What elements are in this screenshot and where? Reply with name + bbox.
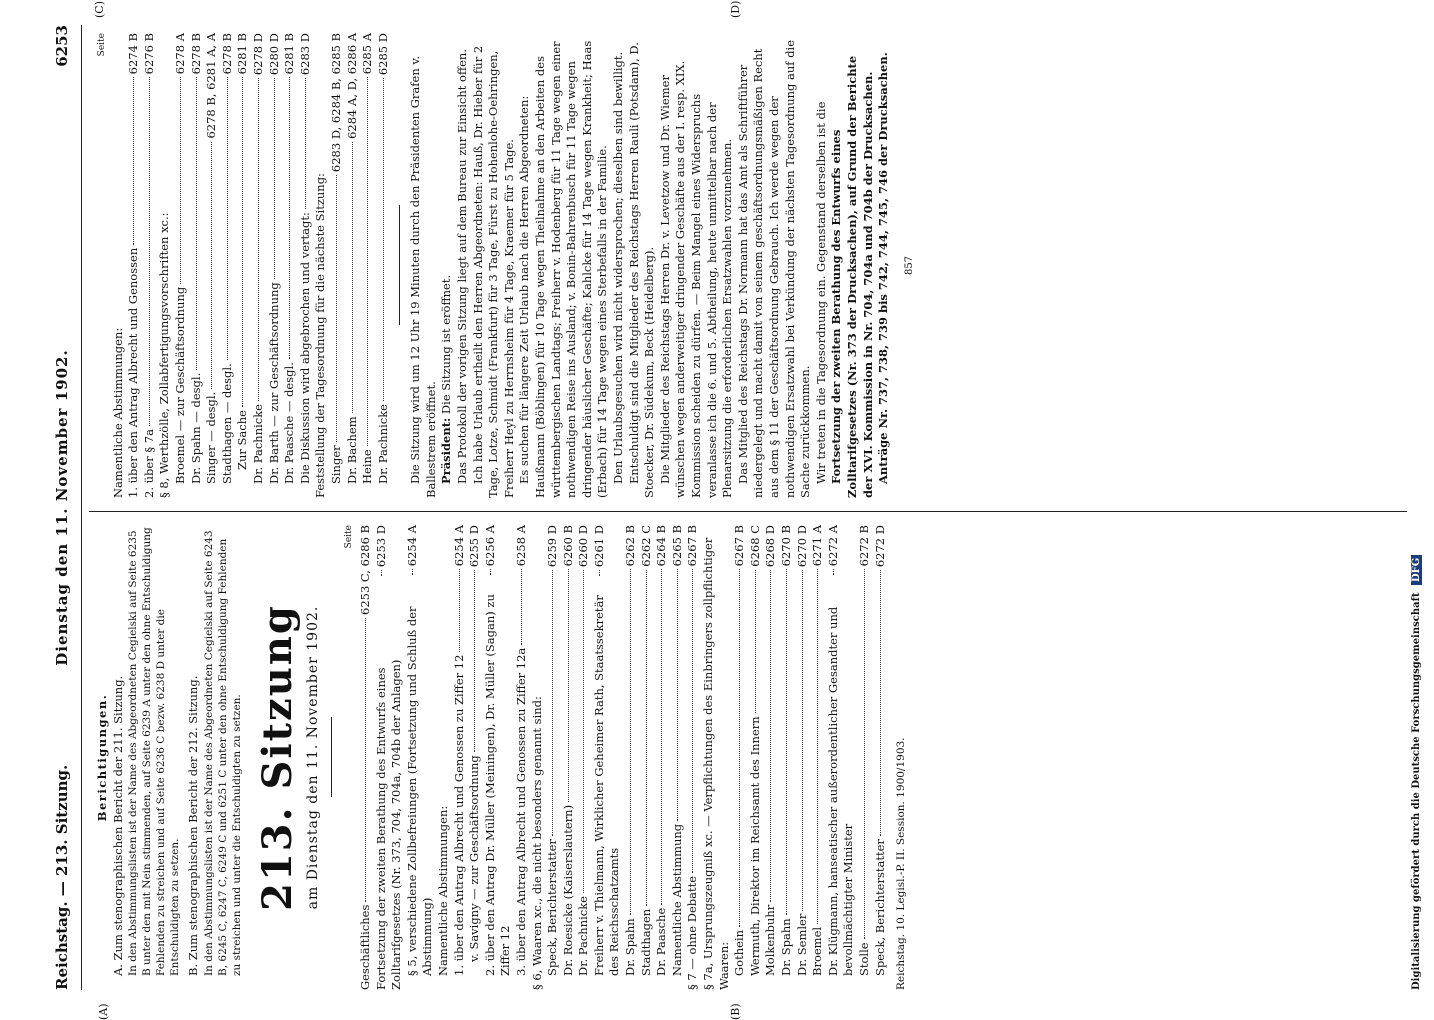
toc-entry xyxy=(514,525,530,990)
toc-dot-leader xyxy=(568,569,569,802)
toc-entry xyxy=(654,525,670,990)
toc-entry xyxy=(685,525,701,990)
toc-entry-text: Dr. Barth — zur Geschäftsordnung xyxy=(266,282,281,484)
column-divider xyxy=(89,511,1407,512)
digitization-note xyxy=(1411,555,1422,990)
margin-A: (A) xyxy=(97,1003,110,1020)
toc-entry xyxy=(810,525,826,990)
toc-dot-leader xyxy=(490,569,491,575)
toc-entry xyxy=(530,525,546,990)
toc-entry-page: 6281 B xyxy=(235,33,250,75)
body-paragraph-text: Die Sitzung wird um 12 Uhr 19 Minuten durch den Präsidenten Grafen v. Ballestrem eröffnet. xyxy=(408,55,438,498)
toc-entry xyxy=(826,525,857,990)
toc-entry-text: Dr. Pachnicke xyxy=(375,404,390,484)
toc-entry-page: 6285 A xyxy=(360,33,375,75)
toc-entry-text: 3. über den Antrag Albrecht und Genossen zu Ziffer 12a xyxy=(513,647,528,976)
toc-dot-leader xyxy=(521,569,522,644)
toc-entry-text: Stadthagen xyxy=(638,908,653,976)
toc-entry-text: 2. über § 7a xyxy=(141,429,156,498)
toc-entry xyxy=(235,33,251,498)
body-paragraph-text: Entschuldigt sind die Mitglieder des Reichstags Herren Rauli (Potsdam), D. Stoecker, Dr. Südekum, Beck (Heidelberg). xyxy=(626,42,657,498)
toc-entry-page: 6278 B xyxy=(219,33,234,75)
toc-dot-leader xyxy=(864,569,865,939)
margin-B: (B) xyxy=(729,1003,742,1020)
toc-dot-leader xyxy=(365,618,366,902)
toc-entry xyxy=(298,33,314,498)
toc-entry-text: Singer — desgl. xyxy=(204,391,219,484)
toc-entry-text: § 7 — ohne Debatte xyxy=(685,875,700,990)
header-rule xyxy=(81,25,82,990)
toc-entry xyxy=(670,525,686,990)
toc-entry-page: 6272 A xyxy=(825,525,840,567)
toc-entry xyxy=(313,33,329,498)
toc-dot-leader xyxy=(474,570,475,752)
toc-entry-page: 6253 C, 6286 B xyxy=(357,525,372,615)
body-paragraph-text: Wir treten in die Tagesordnung ein. Gegenstand derselben ist die xyxy=(813,101,828,484)
toc-entry xyxy=(173,33,189,498)
toc-entry-page: 6278 A xyxy=(172,33,187,75)
toc-entry-page: 6254 A xyxy=(451,525,466,567)
toc-entry-text: Geschäftliches xyxy=(357,904,372,990)
toc-entry xyxy=(374,525,405,990)
toc-dot-leader xyxy=(336,175,337,442)
toc-entry-text: Dr. Pachnicke xyxy=(250,404,265,484)
body-paragraph xyxy=(736,33,814,498)
header-left: Reichstag. — 213. Sitzung. xyxy=(53,764,71,990)
toc-entry xyxy=(345,33,361,498)
toc-entry xyxy=(545,525,561,990)
toc-entry xyxy=(732,525,748,990)
toc-entry-page: 6262 B xyxy=(623,525,638,567)
margin-D: (D) xyxy=(729,0,742,18)
session-body xyxy=(408,33,891,498)
toc-entry xyxy=(623,525,639,990)
body-paragraph-text: Die Sitzung ist eröffnet. xyxy=(439,274,454,415)
body-paragraph xyxy=(658,33,736,498)
toc-dot-leader xyxy=(583,570,584,893)
toc-entry-text: Namentliche Abstimmung xyxy=(669,823,684,976)
toc-entry xyxy=(157,33,173,498)
toc-entry-text: § 5, verschiedene Zollbefreiungen (Fortsetzung und Schluß der Abstimmung) xyxy=(404,606,435,976)
left-column xyxy=(95,525,910,990)
toc-entry-page: 6274 B xyxy=(126,33,141,75)
toc-dot-leader xyxy=(367,77,368,446)
toc-entry-text: Stadthagen — desgl. xyxy=(219,363,234,484)
toc-entry xyxy=(360,33,376,498)
toc-entry-text: § 8, Werthzölle, Zollabfertigungsvorschriften xc.: xyxy=(157,212,172,498)
body-paragraph xyxy=(829,33,876,498)
footer-left: Reichstag. 10. Legisl.-P. II. Session. 1900/1903. xyxy=(895,737,908,990)
body-paragraph-text: Es suchen für längere Zeit Urlaub nach die Herren Abgeordneten: Haußmann (Böblingen) für 10 Tage wegen Theilnahme an den Arbeiten des württembergischen Landtags; Freiherr v. Hodenberg für 11 Tage wegen einer nothwendigen Reise ins Ausland; v. Bonin-Bahrenbusch für 11 Tage wegen dringender häuslicher Geschäfte; Kahlcke für 14 Tage wegen Krankheit; Haas (Erbach) für 14 Tage wegen eines Sterbefalls in der Familie. xyxy=(517,40,610,498)
toc-entry-page: 6264 B xyxy=(654,525,669,567)
toc-dot-leader xyxy=(755,570,756,714)
toc-entry-page: 6272 D xyxy=(872,525,887,568)
toc-entry-text: Dr. Semler xyxy=(794,913,809,976)
toc-entry-text: Zur Sache xyxy=(235,410,250,470)
toc-dot-leader xyxy=(352,142,353,413)
toc-dot-leader xyxy=(196,77,197,369)
toc-dot-leader xyxy=(817,569,818,924)
toc-entry xyxy=(639,525,655,990)
toc-entry-page: 6278 B, 6281 A, A xyxy=(204,33,219,139)
margin-C: (C) xyxy=(93,1,106,18)
page-header xyxy=(45,25,81,990)
toc-entry xyxy=(189,33,205,498)
toc-dot-leader xyxy=(258,78,259,401)
toc-entry xyxy=(452,525,468,990)
toc-entry-text: Dr. Paasche — desgl. xyxy=(282,362,297,484)
toc-dot-leader xyxy=(242,77,243,407)
toc-entry-page: 6267 B xyxy=(732,525,747,567)
toc-dot-leader xyxy=(802,570,803,911)
toc-dot-leader xyxy=(211,142,212,389)
toc-entry xyxy=(267,33,283,498)
toc-entry-text: Dr. Klügmann, hanseatischer außerordentlicher Gesandter und bevollmächtigter Minister xyxy=(825,606,856,976)
toc-dot-leader xyxy=(149,77,150,426)
toc-entry-page: 6256 A xyxy=(482,525,497,567)
toc-entry xyxy=(111,33,127,498)
toc-entry-page: 6262 C xyxy=(638,525,653,567)
toc-dot-leader xyxy=(739,569,740,927)
toc-entry xyxy=(795,525,811,990)
toc-entry xyxy=(467,525,483,990)
toc-entry-text: v. Savigny — zur Geschäftsordnung xyxy=(467,755,482,962)
toc-entry-page: 6270 B xyxy=(779,525,793,567)
toc-entry-text: 1. über den Antrag Albrecht und Genossen zu Ziffer 12 xyxy=(451,654,466,976)
toc-entry xyxy=(251,33,267,498)
body-paragraph-text: Anträge Nr. 737, 738, 739 bis 742, 744, 745, 746 der Drucksachen. xyxy=(876,52,891,484)
body-paragraph xyxy=(439,33,455,498)
toc-entry-page: 6254 A xyxy=(404,525,419,567)
toc-entry-page: 6280 D xyxy=(266,33,281,76)
toc-entry-text: Die Diskussion wird abgebrochen und vertagt: xyxy=(297,212,312,484)
toc-dot-leader xyxy=(770,570,771,902)
body-paragraph xyxy=(471,33,518,498)
dfg-badge: DFG xyxy=(1411,555,1422,585)
table-of-contents-continued xyxy=(111,33,392,498)
body-paragraph xyxy=(627,33,658,498)
header-page-number: 6253 xyxy=(53,25,71,67)
toc-entry xyxy=(576,525,592,990)
body-paragraph xyxy=(876,33,892,498)
toc-dot-leader xyxy=(880,570,881,836)
body-paragraph xyxy=(517,33,611,498)
toc-entry-page: 6268 D xyxy=(763,525,778,568)
toc-entry-text: 2. über den Antrag Dr. Müller (Meiningen), Dr. Müller (Sagan) zu Ziffer 12 xyxy=(482,594,513,976)
document-page xyxy=(45,0,1430,1020)
toc-dot-leader xyxy=(833,569,834,575)
toc-entry-text: Speck, Berichterstatter xyxy=(872,839,887,976)
toc-entry xyxy=(204,33,220,498)
toc-dot-leader xyxy=(692,569,693,873)
toc-entry-page: 6285 D xyxy=(375,33,390,76)
body-paragraph-text: Das Mitglied des Reichstags Dr. Normann hat das Amt als Schriftführer niedergelegt und macht damit von seinem geschäftsordnungsmäßigen Recht aus dem § 11 der Geschäftsordnung Gebrauch. Ich werde wegen der nothwendigen Ersatzwahl bei Verkündung der nächsten Tagesordnung auf die Sache zurückkommen. xyxy=(735,39,813,498)
toc-dot-leader xyxy=(412,569,413,575)
corrections-b-body: In den Abstimmungslisten ist der Name des Abgeordneten Cegielski auf Seite 6243 B, 6245 C, 6247 C, 6249 C und 6251 C unter den ohne Entschuldigung Fehlenden zu streichen und unter die Entschuldigten zu setzen. xyxy=(202,530,243,976)
toc-entry-page: 6265 B xyxy=(669,525,684,567)
toc-entry xyxy=(436,525,452,990)
toc-dot-leader xyxy=(289,77,290,359)
toc-entry xyxy=(376,33,392,498)
toc-entry-page: 6283 D, 6284 B, 6285 B xyxy=(328,33,343,173)
toc-entry-text: Dr. Roesicke (Kaiserslautern) xyxy=(560,804,575,976)
toc-entry xyxy=(483,525,514,990)
toc-entry xyxy=(358,525,374,990)
section-rule xyxy=(399,206,400,326)
toc-dot-leader xyxy=(786,569,787,915)
toc-dot-leader xyxy=(459,569,460,651)
toc-entry-text: Feststellung der Tagesordnung für die nächste Sitzung: xyxy=(313,173,328,498)
speaker-label: Präsident: xyxy=(439,417,454,484)
body-paragraph-text: Fortsetzung der zweiten Berathung des Entwurfs eines Zolltarifgesetzes (Nr. 373 der Drucksachen), auf Grund der Berichte der XVI. Kommission in Nr. 704, 704a und 704b der Drucksachen. xyxy=(829,55,875,498)
toc-entry-text: Gothein xyxy=(732,929,747,976)
toc-entry-page: 6268 C xyxy=(747,525,762,567)
right-column xyxy=(95,33,917,498)
toc-entry-text: Dr. Pachnicke xyxy=(576,896,591,976)
corrections-title: Berichtigungen. xyxy=(95,693,109,822)
toc-entry-text: Namentliche Abstimmungen: xyxy=(110,327,125,498)
body-paragraph-text: Den Urlaubsgesuchen wird nicht widersprochen; dieselben sind bewilligt. xyxy=(611,51,625,484)
seite-label-right: Seite xyxy=(97,33,107,57)
toc-entry xyxy=(779,525,795,990)
toc-entry-text: § 6, Waaren xc., die nicht besonders genannt sind: xyxy=(529,696,544,990)
toc-entry-text: Dr. Spahn xyxy=(779,918,793,976)
toc-dot-leader xyxy=(383,78,384,401)
toc-dot-leader xyxy=(133,77,134,244)
toc-entry-text: Fortsetzung der zweiten Berathung des Entwurfs eines Zolltarifgesetzes (Nr. 373, 704, 704a, 704b der Anlagen) xyxy=(373,659,404,990)
body-paragraph xyxy=(408,33,439,498)
body-paragraph xyxy=(611,33,627,498)
toc-entry xyxy=(873,525,889,990)
toc-entry-text: Freiherr v. Thielmann, Wirklicher Geheimer Rath, Staatssekretär des Reichsschatzamts xyxy=(591,595,622,976)
header-center: Dienstag den 11. November 1902. xyxy=(53,349,71,666)
toc-entry-page: 6284 A, D, 6286 A xyxy=(344,33,359,139)
toc-entry xyxy=(561,525,577,990)
seite-label-left: Seite xyxy=(344,525,355,549)
body-paragraph xyxy=(455,33,471,498)
toc-entry-page: 6278 D xyxy=(250,33,265,76)
toc-entry-page: 6276 B xyxy=(141,33,156,75)
toc-entry-text: Stolle xyxy=(856,942,871,976)
body-paragraph xyxy=(814,33,830,498)
toc-dot-leader xyxy=(180,77,181,284)
toc-entry xyxy=(329,33,345,498)
toc-entry xyxy=(220,33,236,498)
toc-entry-text: Namentliche Abstimmungen: xyxy=(435,805,450,976)
body-paragraph-text: Die Mitglieder des Reichstags Herren Dr. v. Levetzow und Dr. Wiemer wünschen wegen anderweitiger dringender Geschäfte aus der I. resp. XIX. Kommission scheiden zu dürfen. — Beim Mangel eines Widerspruchs veranlasse ich die 6. und 5. Abtheilung, heute unmittelbar nach der Plenarsitzung die erforderlichen Ersatzwahlen vorzunehmen. xyxy=(657,60,735,498)
page-code: 857 xyxy=(903,255,915,276)
corrections-a-heading: A. Zum stenographischen Bericht der 211. Sitzung. xyxy=(110,675,125,976)
toc-entry-page: 6255 D xyxy=(467,525,482,568)
toc-entry-text: Heine xyxy=(360,449,375,484)
toc-entry-text: Wermuth, Direktor im Reichsamt des Innern xyxy=(747,716,762,976)
toc-entry-page: 6253 D xyxy=(373,525,388,568)
toc-entry-text: Dr. Spahn xyxy=(623,918,638,976)
toc-entry-page: 6260 D xyxy=(576,525,591,568)
corrections-a-body: In den Abstimmungslisten ist der Name des Abgeordneten Cegielski auf Seite 6235 B unter den mit Nein stimmenden, auf Seite 6239 A unter den ohne Entschuldigung Fehlenden zu streichen und auf Seite 6236 C bezw. 6238 D unter die Entschuldigten zu setzen. xyxy=(127,527,182,976)
toc-entry xyxy=(592,525,623,990)
toc-entry-text: Dr. Spahn — desgl. xyxy=(188,372,203,484)
toc-entry-page: 6272 B xyxy=(856,525,871,567)
toc-entry-page: 6278 B xyxy=(188,33,203,75)
toc-entry-text: Broemel — zur Geschäftsordnung xyxy=(172,286,187,484)
toc-dot-leader xyxy=(646,570,647,906)
toc-entry-page: 6258 A xyxy=(513,525,528,567)
toc-entry-text: Broemel xyxy=(810,926,825,976)
session-title: 213. Sitzung xyxy=(253,604,301,911)
title-rule xyxy=(331,718,332,798)
toc-entry xyxy=(126,33,142,498)
toc-entry xyxy=(748,525,764,990)
toc-entry-page: 6260 B xyxy=(560,525,575,567)
toc-dot-leader xyxy=(381,570,382,576)
toc-dot-leader xyxy=(599,570,600,576)
toc-dot-leader xyxy=(305,78,306,209)
toc-entry-text: Singer xyxy=(328,445,343,484)
toc-entry-text: Speck, Berichterstatter xyxy=(545,839,560,976)
toc-entry xyxy=(282,33,298,498)
toc-entry-text: Dr. Paasche xyxy=(654,907,669,976)
toc-entry-text: Dr. Bachem xyxy=(344,416,359,484)
toc-entry xyxy=(763,525,779,990)
body-paragraph-text: Ich habe Urlaub ertheilt den Herren Abgeordneten: Hauß, Dr. Hieber für 2 Tage, Lotze, Schmidt (Frankfurt) für 3 Tage, Fürst zu Hohenlohe-Oehringen, Freiherr Heyl zu Herrnsheim für 4 Tage, Kraemer für 5 Tage. xyxy=(470,45,516,498)
toc-dot-leader xyxy=(630,569,631,915)
session-date: am Dienstag den 11. November 1902. xyxy=(304,605,321,910)
toc-dot-leader xyxy=(661,569,662,904)
toc-entry-text: Molkenbuhr xyxy=(763,904,778,976)
toc-entry xyxy=(701,525,732,990)
toc-entry xyxy=(142,33,158,498)
toc-entry-page: 6259 D xyxy=(545,525,560,568)
toc-entry-page: 6267 B xyxy=(685,525,700,567)
corrections-b-heading: B. Zum stenographischen Bericht der 212. Sitzung. xyxy=(186,675,201,976)
toc-dot-leader xyxy=(274,78,275,279)
toc-dot-leader xyxy=(227,77,228,360)
toc-entry-page: 6261 D xyxy=(591,525,606,568)
toc-entry xyxy=(405,525,436,990)
toc-entry-page: 6270 D xyxy=(794,525,809,568)
toc-entry-page: 6271 A xyxy=(810,525,825,567)
digitization-text: Digitalisierung gefördert durch die Deutsche Forschungsgemeinschaft xyxy=(1411,592,1422,990)
toc-entry-page: 6283 D xyxy=(297,33,312,76)
toc-dot-leader xyxy=(552,570,553,836)
toc-entry-text: § 7a, Ursprungszeugniß xc. — Verpflichtungen des Einbringers zollpflichtiger Waaren: xyxy=(701,537,731,990)
table-of-contents xyxy=(358,525,888,990)
toc-entry-page: 6281 B xyxy=(282,33,297,75)
toc-dot-leader xyxy=(677,569,678,820)
body-paragraph-text: Das Protokoll der vorigen Sitzung liegt auf dem Bureau zur Einsicht offen. xyxy=(455,49,470,484)
toc-entry xyxy=(857,525,873,990)
toc-entry-text: 1. über den Antrag Albrecht und Genossen xyxy=(126,247,141,498)
